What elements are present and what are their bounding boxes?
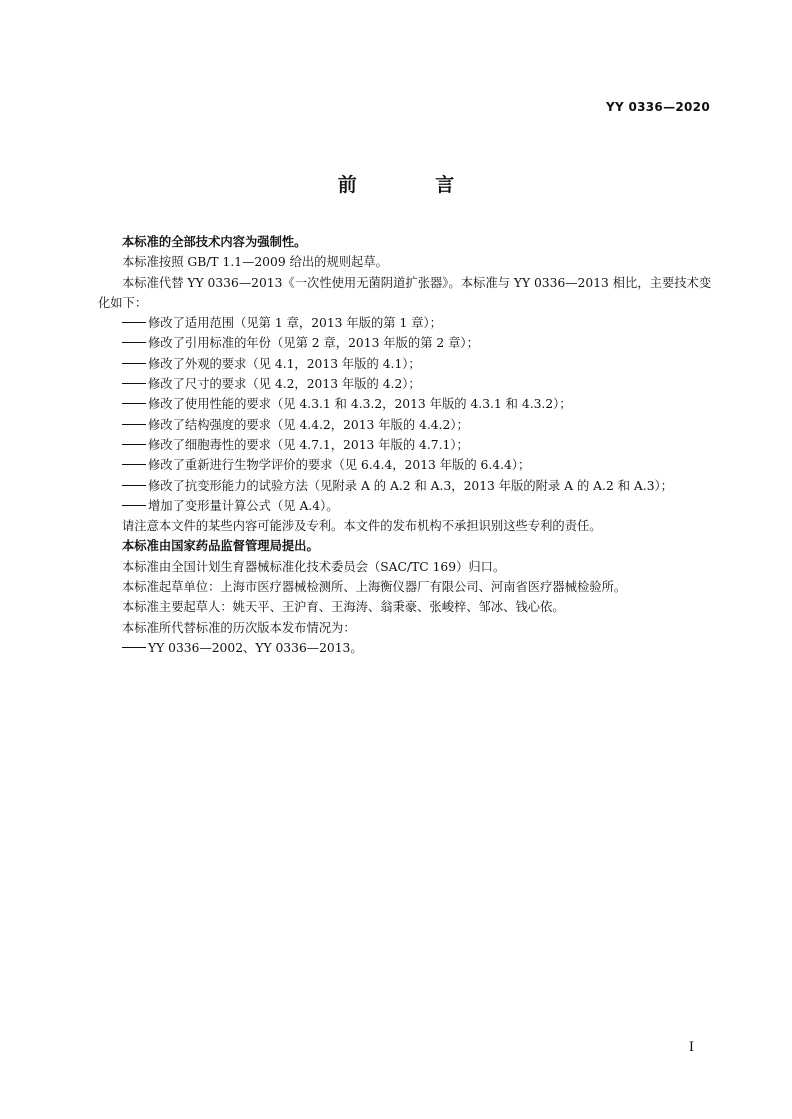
list-item-text: 修改了重新进行生物学评价的要求（见 6.4.4，2013 年版的 6.4.4）；	[148, 458, 531, 473]
page-title: 前 言	[337, 174, 491, 196]
list-item	[98, 435, 718, 455]
dash-marker	[122, 322, 146, 323]
list-item-text: 修改了使用性能的要求（见 4.3.1 和 4.3.2，2013 年版的 4.3.1 和 4.3.2）；	[148, 397, 572, 412]
list-item-text: 修改了外观的要求（见 4.1，2013 年版的 4.1）；	[148, 356, 421, 371]
list-item-text: 修改了引用标准的年份（见第 2 章，2013 年版的第 2 章）；	[148, 336, 479, 351]
dash-marker	[122, 464, 146, 465]
list-item	[98, 496, 718, 516]
list-item	[98, 476, 718, 496]
list-item	[98, 354, 718, 374]
dash-marker	[122, 505, 146, 506]
history-list	[98, 638, 718, 658]
dash-marker	[122, 342, 146, 343]
dash-marker	[122, 363, 146, 364]
list-item	[98, 313, 718, 333]
list-item	[98, 333, 718, 353]
patent-notice: 请注意本文件的某些内容可能涉及专利。本文件的发布机构不承担识别这些专利的责任。	[122, 519, 602, 534]
drafting-units: 本标准起草单位：上海市医疗器械检测所、上海衡仪器厂有限公司、河南省医疗器械检验所。	[122, 580, 627, 595]
mandatory-statement: 本标准的全部技术内容为强制性。	[122, 235, 307, 249]
list-item	[98, 455, 718, 475]
dash-marker	[122, 647, 146, 648]
list-item	[98, 415, 718, 435]
list-item	[98, 638, 718, 658]
list-item-text: YY 0336—2002、YY 0336—2013。	[148, 640, 363, 655]
changes-list	[98, 313, 718, 516]
page-number: I	[688, 1040, 694, 1055]
list-item	[98, 394, 718, 414]
dash-marker	[122, 403, 146, 404]
dash-marker	[122, 485, 146, 486]
proposer-statement: 本标准由国家药品监督管理局提出。	[122, 539, 319, 554]
dash-marker	[122, 444, 146, 445]
list-item-text: 增加了变形量计算公式（见 A.4）。	[148, 498, 339, 513]
list-item-text: 修改了抗变形能力的试验方法（见附录 A 的 A.2 和 A.3，2013 年版的附录 A 的 A.2 和 A.3）；	[148, 478, 673, 493]
history-intro: 本标准所代替标准的历次版本发布情况为：	[122, 620, 356, 635]
list-item-text: 修改了细胞毒性的要求（见 4.7.1，2013 年版的 4.7.1）；	[148, 437, 469, 452]
replacement-paragraph: 本标准代替 YY 0336—2013《一次性使用无菌阴道扩张器》。本标准与 YY 0336—2013 相比，主要技术变化如下：	[98, 275, 712, 310]
standard-code: YY 0336—2020	[606, 100, 710, 114]
list-item-text: 修改了结构强度的要求（见 4.4.2，2013 年版的 4.4.2）；	[148, 417, 469, 432]
list-item-text: 修改了尺寸的要求（见 4.2，2013 年版的 4.2）；	[148, 377, 421, 392]
dash-marker	[122, 424, 146, 425]
foreword-body	[98, 232, 718, 658]
committee-statement: 本标准由全国计划生育器械标准化技术委员会（SAC/TC 169）归口。	[122, 559, 506, 574]
drafting-rules-paragraph: 本标准按照 GB/T 1.1—2009 给出的规则起草。	[122, 255, 388, 270]
list-item-text: 修改了适用范围（见第 1 章，2013 年版的第 1 章）；	[148, 316, 442, 331]
drafters: 本标准主要起草人：姚天平、王沪育、王海涛、翁秉豪、张峻梓、邹冰、钱心依。	[122, 600, 565, 615]
list-item	[98, 374, 718, 394]
dash-marker	[122, 383, 146, 384]
